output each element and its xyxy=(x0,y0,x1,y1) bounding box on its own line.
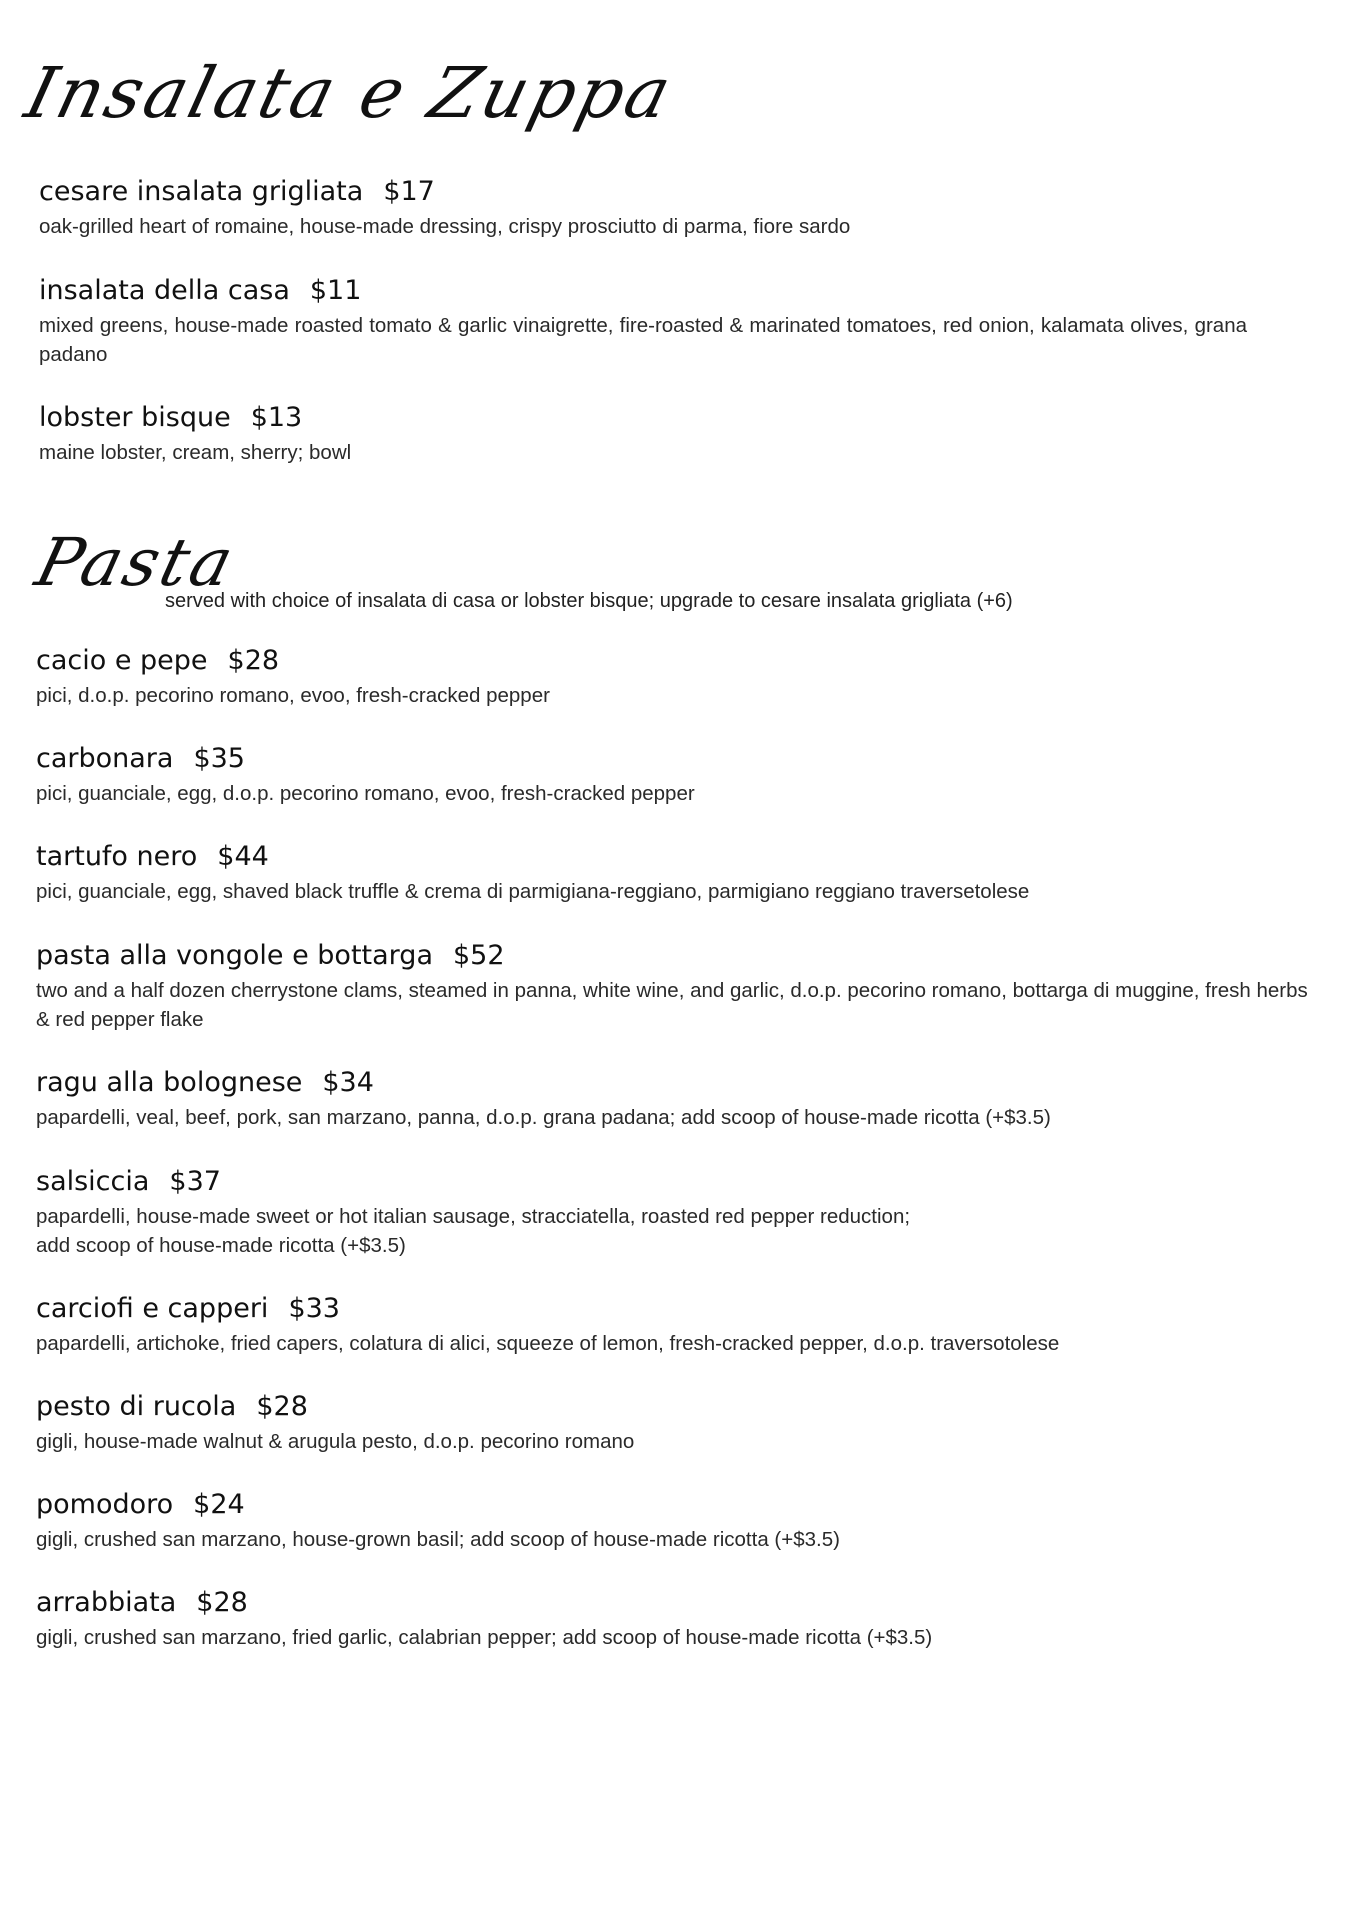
item-description: maine lobster, cream, sherry; bowl xyxy=(39,441,352,464)
menu-item-vongole-e-bottarga xyxy=(36,938,1316,1034)
menu-item-carciofi-e-capperi xyxy=(36,1291,1316,1358)
item-description: gigli, house-made walnut & arugula pesto, d.o.p. pecorino romano xyxy=(36,1430,635,1453)
item-name: lobster bisque xyxy=(39,402,231,433)
item-price: $37 xyxy=(169,1166,221,1197)
item-description: gigli, crushed san marzano, fried garlic, calabrian pepper; add scoop of house-made ricotta (+$3.5) xyxy=(36,1626,933,1649)
item-name: cacio e pepe xyxy=(36,645,208,676)
item-description: papardelli, artichoke, fried capers, colatura di alici, squeeze of lemon, fresh-cracked pepper, d.o.p. traversotolese xyxy=(36,1332,1060,1355)
item-price: $34 xyxy=(322,1067,374,1098)
pasta-note: served with choice of insalata di casa or lobster bisque; upgrade to cesare insalata grigliata (+6) xyxy=(165,590,1013,612)
item-price: $33 xyxy=(288,1293,340,1324)
item-description: pici, guanciale, egg, shaved black truffle & crema di parmigiana-reggiano, parmigiano reggiano traversetolese xyxy=(36,880,1030,903)
item-description: pici, d.o.p. pecorino romano, evoo, fresh-cracked pepper xyxy=(36,684,550,707)
item-description xyxy=(36,1202,1316,1260)
menu-item-lobster-bisque xyxy=(39,400,1319,467)
menu-item-cacio-e-pepe xyxy=(36,643,1316,710)
item-price: $44 xyxy=(217,841,269,872)
item-price: $17 xyxy=(383,176,435,207)
item-price: $11 xyxy=(309,275,362,306)
item-price: $28 xyxy=(196,1587,248,1618)
section-title-insalata-e-zuppa: Insalata e Zuppa xyxy=(17,52,682,134)
item-price: $28 xyxy=(227,645,280,676)
menu-item-salsiccia xyxy=(36,1164,1316,1260)
item-price: $13 xyxy=(250,402,303,433)
menu-item-insalata-della-casa xyxy=(39,273,1319,369)
item-name: carciofi e capperi xyxy=(36,1293,269,1324)
item-description-line: papardelli, house-made sweet or hot italian sausage, stracciatella, roasted red pepper reduction; xyxy=(36,1205,911,1228)
item-description: pici, guanciale, egg, d.o.p. pecorino romano, evoo, fresh-cracked pepper xyxy=(36,782,695,805)
menu-item-carbonara xyxy=(36,741,1316,808)
menu-item-tartufo-nero xyxy=(36,839,1316,906)
item-price: $24 xyxy=(193,1489,245,1520)
item-name: insalata della casa xyxy=(39,275,290,306)
item-name: arrabbiata xyxy=(36,1587,177,1618)
item-name: tartufo nero xyxy=(36,841,198,872)
section-title-pasta: Pasta xyxy=(28,524,244,601)
item-price: $35 xyxy=(193,743,245,774)
menu-item-pesto-di-rucola xyxy=(36,1389,1316,1456)
menu-item-arrabbiata xyxy=(36,1585,1316,1652)
item-name: carbonara xyxy=(36,743,174,774)
menu-item-pomodoro xyxy=(36,1487,1316,1554)
item-description: mixed greens, house-made roasted tomato & garlic vinaigrette, fire-roasted & marinated tomatoes, red onion, kalamata olives, grana padano xyxy=(39,314,1247,366)
item-name: ragu alla bolognese xyxy=(36,1067,303,1098)
item-name: salsiccia xyxy=(36,1166,150,1197)
menu-item-cesare xyxy=(39,174,1319,241)
item-description: oak-grilled heart of romaine, house-made dressing, crispy prosciutto di parma, fiore sardo xyxy=(39,215,851,238)
item-name: pomodoro xyxy=(36,1489,174,1520)
item-description: gigli, crushed san marzano, house-grown basil; add scoop of house-made ricotta (+$3.5) xyxy=(36,1528,840,1551)
item-description: papardelli, veal, beef, pork, san marzano, panna, d.o.p. grana padana; add scoop of house-made ricotta (+$3.5) xyxy=(36,1106,1051,1129)
menu-item-ragu-alla-bolognese xyxy=(36,1065,1316,1132)
item-price: $28 xyxy=(256,1391,308,1422)
item-description-line: add scoop of house-made ricotta (+$3.5) xyxy=(36,1234,406,1257)
item-name: pesto di rucola xyxy=(36,1391,237,1422)
item-name: pasta alla vongole e bottarga xyxy=(36,940,433,971)
item-name: cesare insalata grigliata xyxy=(39,176,364,207)
item-price: $52 xyxy=(452,940,505,971)
item-description: two and a half dozen cherrystone clams, steamed in panna, white wine, and garlic, d.o.p. pecorino romano, bottarga di muggine, fresh herbs & red pepper flake xyxy=(36,979,1308,1031)
